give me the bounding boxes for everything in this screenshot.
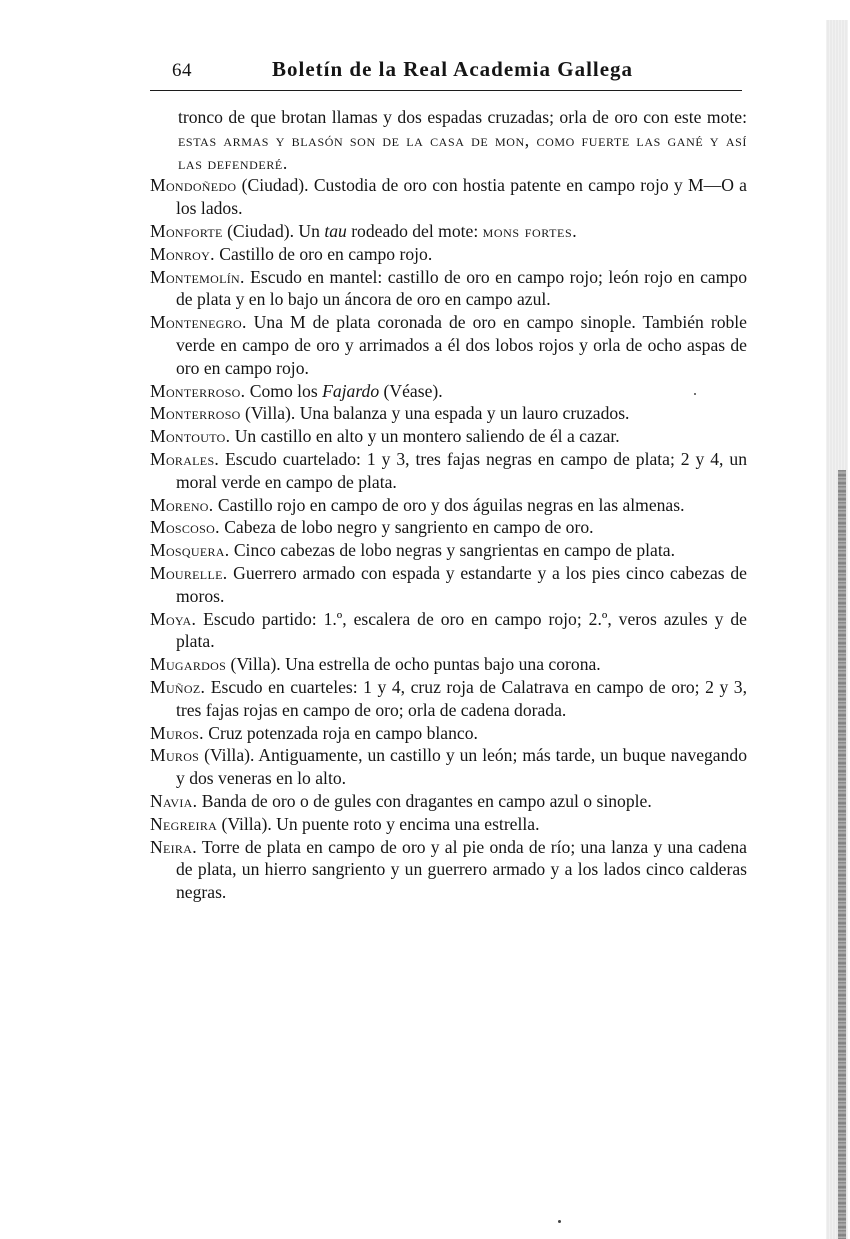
entry-text: (Ciudad). Un <box>222 220 325 241</box>
entry-term: Muñoz. <box>150 676 206 697</box>
entry-text: Como los <box>245 380 323 401</box>
entry-motto: estas armas y blasón son de la casa de mon, como fuerte las gané y así las defenderé. <box>178 129 747 173</box>
entry-monforte <box>150 220 747 243</box>
entry-text: Banda de oro o de gules con dragantes en campo azul o sinople. <box>197 790 652 811</box>
entry-term: Mondoñedo <box>150 175 237 196</box>
entry-term: Muros. <box>150 722 204 743</box>
entry-moscoso <box>150 516 747 539</box>
entry-term: Monterroso. <box>150 380 246 401</box>
entry-text: Cruz potenzada roja en campo blanco. <box>203 722 478 743</box>
entry-motto: mons fortes. <box>482 220 578 241</box>
entry-term: Moscoso. <box>150 517 220 538</box>
entry-term: Moreno. <box>150 494 214 515</box>
entry-negreira <box>150 813 747 836</box>
entry-text: rodeado del mote: <box>346 220 483 241</box>
entry-text: Torre de plata en campo de oro y al pie onda de río; una lanza y una cadena de plata, un hierro sangriento y un guerrero armado y a los lados cinco calderas negras. <box>176 836 747 903</box>
entry-mourelle <box>150 562 747 608</box>
print-speck <box>694 393 696 395</box>
entry-text: (Villa). Una estrella de ocho puntas bajo una corona. <box>226 654 601 675</box>
entry-text: Escudo en mantel: castillo de oro en campo rojo; león rojo en campo de plata y en lo bajo un áncora de oro en campo azul. <box>176 266 747 310</box>
entry-text: Castillo rojo en campo de oro y dos águilas negras en las almenas. <box>213 494 685 515</box>
entry-text: Una M de plata coronada de oro en campo sinople. También roble verde en campo de oro y arrimados a él dos lobos rojos y orla de ocho aspas de oro en campo rojo. <box>176 312 747 378</box>
entry-term: Mosquera. <box>150 540 230 561</box>
entry-text: Escudo en cuarteles: 1 y 4, cruz roja de Calatrava en campo de oro; 2 y 3, tres fajas rojas en campo de oro; orla de cadena dorada. <box>176 676 747 720</box>
entry-text: Cabeza de lobo negro y sangriento en campo de oro. <box>219 517 594 538</box>
entry-text: (Villa). Un puente roto y encima una estrella. <box>217 813 540 834</box>
entry-montenegro <box>150 311 747 379</box>
entry-moreno <box>150 494 747 517</box>
entry-text: Escudo cuartelado: 1 y 3, tres fajas negras en campo de plata; 2 y 4, un moral verde en campo de plata. <box>176 448 747 492</box>
entry-muros <box>150 722 747 745</box>
entry-montemolin <box>150 266 747 312</box>
entry-text: Un castillo en alto y un montero saliendo de él a cazar. <box>230 426 620 447</box>
entry-monterroso <box>150 380 747 403</box>
entry-term: Monroy. <box>150 243 215 264</box>
entry-munoz <box>150 676 747 722</box>
entry-neira <box>150 836 747 904</box>
entry-navia <box>150 790 747 813</box>
entry-term: Monterroso <box>150 403 241 424</box>
entry-text: Escudo partido: 1.º, escalera de oro en campo rojo; 2.º, veros azules y de plata. <box>176 608 747 652</box>
entry-text: Guerrero armado con espada y estandarte y a los pies cinco cabezas de moros. <box>176 562 747 606</box>
entry-term: Negreira <box>150 813 218 834</box>
entry-mugardos <box>150 653 747 676</box>
binding-edge <box>838 470 846 1239</box>
entry-text: (Villa). Una balanza y una espada y un lauro cruzados. <box>240 403 630 424</box>
entry-text: (Villa). Antiguamente, un castillo y un león; más tarde, un buque navegando y dos veneras en lo alto. <box>176 745 747 789</box>
entry-moya <box>150 608 747 654</box>
entry-term: Moya. <box>150 608 197 629</box>
entry-italic: tau <box>324 220 347 241</box>
entry-montouto <box>150 425 747 448</box>
entry-morales <box>150 448 747 494</box>
entry-text: Castillo de oro en campo rojo. <box>214 243 433 264</box>
entry-term: Morales. <box>150 448 220 469</box>
entry-mosquera <box>150 539 747 562</box>
entry-continuation <box>150 106 747 174</box>
running-title: Boletín de la Real Academia Gallega <box>272 57 634 81</box>
entry-text: Cinco cabezas de lobo negras y sangrientas en campo de plata. <box>229 540 675 561</box>
entry-term: Mugardos <box>150 654 227 675</box>
entry-text: (Véase). <box>379 380 443 401</box>
entry-term: Montemolín. <box>150 266 245 287</box>
entry-term: Montouto. <box>150 426 231 447</box>
entry-list <box>150 106 747 904</box>
entry-monroy <box>150 243 747 266</box>
page-header <box>150 56 742 91</box>
entry-text: (Ciudad). Custodia de oro con hostia patente en campo rojo y M—O a los lados. <box>176 175 747 219</box>
page-number: 64 <box>172 60 192 81</box>
entry-text: tronco de que brotan llamas y dos espadas cruzadas; orla de oro con este mote: <box>178 107 747 127</box>
entry-term: Neira. <box>150 836 197 857</box>
entry-term: Monforte <box>150 220 223 241</box>
entry-italic: Fajardo <box>322 380 380 401</box>
entry-muros-villa <box>150 744 747 790</box>
entry-term: Muros <box>150 745 200 766</box>
print-speck <box>558 1220 561 1223</box>
entry-term: Montenegro. <box>150 312 247 333</box>
entry-term: Navia. <box>150 790 198 811</box>
entry-term: Mourelle. <box>150 562 228 583</box>
entry-monterroso-villa <box>150 402 747 425</box>
entry-mondonedo <box>150 174 747 220</box>
